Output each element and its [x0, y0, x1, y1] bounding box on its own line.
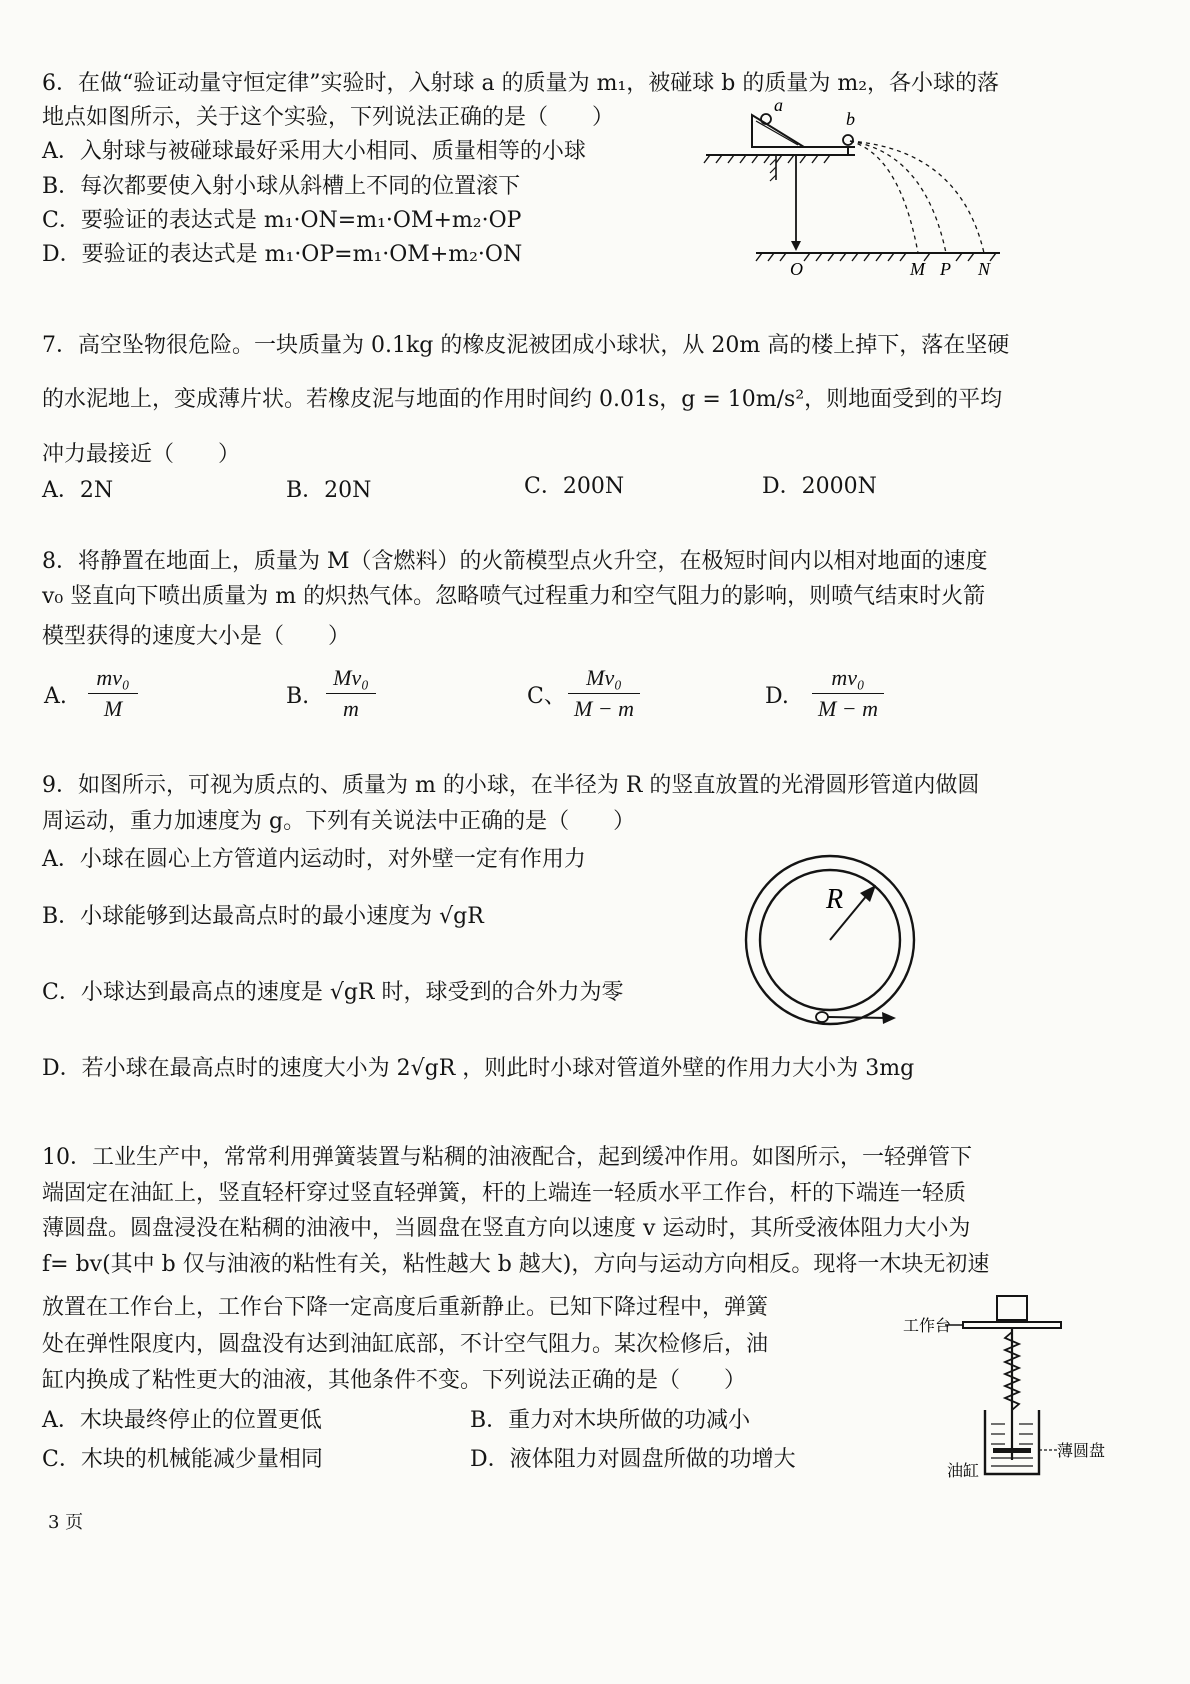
- q6-option-d: D．要验证的表达式是 m₁·OP=m₁·OM+m₂·ON: [42, 242, 523, 267]
- q10-stem-line5: 放置在工作台上，工作台下降一定高度后重新静止。已知下降过程中，弹簧: [42, 1295, 769, 1320]
- cylinder-label: 油缸: [947, 1463, 980, 1480]
- point-m-label: M: [910, 259, 925, 279]
- q7-stem-line1: 7．高空坠物很危险。一块质量为 0.1kg 的橡皮泥被团成小球状，从 20m 高的楼上掉下，落在坚硬: [42, 333, 1010, 358]
- q10-stem-line6: 处在弹性限度内，圆盘没有达到油缸底部，不计空气阻力。某次检修后，油: [42, 1332, 769, 1357]
- q8-option-c-denominator: M − m: [573, 696, 635, 721]
- q8-option-c-fraction: [568, 664, 640, 723]
- q8-option-c-numerator: Mv₀: [586, 665, 622, 690]
- q9-option-d: D．若小球在最高点时的速度大小为 2√gR ，则此时小球对管道外壁的作用力大小为 3mg: [42, 1056, 915, 1081]
- q10-option-b: B．重力对木块所做的功减小: [470, 1408, 751, 1433]
- ball-a-label: a: [774, 95, 783, 115]
- radius-label: R: [826, 884, 844, 915]
- work-platform: [963, 1322, 1061, 1328]
- q9-option-c: C．小球达到最高点的速度是 √gR 时，球受到的合外力为零: [42, 980, 624, 1005]
- q8-option-d-denominator: M − m: [817, 696, 879, 721]
- q7-stem-line2: 的水泥地上，变成薄片状。若橡皮泥与地面的作用时间约 0.01s，g = 10m/s²，则地面受到的平均: [42, 387, 1003, 412]
- q8-option-a-label: A.: [44, 684, 67, 709]
- q7-option-b: B．20N: [286, 478, 372, 503]
- q9-stem-line2: 周运动，重力加速度为 g。下列有关说法中正确的是（ ）: [42, 809, 636, 834]
- q10-option-d: D．液体阻力对圆盘所做的功增大: [470, 1447, 796, 1472]
- q7-option-a: A．2N: [42, 478, 114, 503]
- ball: [816, 1012, 828, 1022]
- platform-label: 工作台: [903, 1318, 952, 1335]
- q9-option-b: B．小球能够到达最高点时的最小速度为 √gR: [42, 904, 484, 929]
- q8-option-d-label: D.: [765, 684, 789, 709]
- q9-circular-tube-diagram: [740, 852, 930, 1032]
- q10-stem-line4: f= bv(其中 b 仅与油液的粘性有关，粘性越大 b 越大)，方向与运动方向相反。现将一木块无初速: [42, 1252, 990, 1277]
- q8-option-a-fraction: [88, 664, 138, 723]
- q6-stem-line2: 地点如图所示，关于这个实验，下列说法正确的是（ ）: [42, 105, 615, 130]
- q8-stem-line3: 模型获得的速度大小是（ ）: [42, 624, 351, 649]
- q10-option-a: A．木块最终停止的位置更低: [42, 1408, 322, 1433]
- ball-b-label: b: [846, 109, 855, 129]
- q8-stem-line1: 8．将静置在地面上，质量为 M（含燃料）的火箭模型点火升空，在极短时间内以相对地面的速度: [42, 549, 988, 574]
- q8-option-b-numerator: Mv₀: [333, 665, 369, 690]
- page-number: 3 页: [48, 1512, 84, 1533]
- q7-option-c: C．200N: [524, 474, 625, 499]
- q8-option-c-label: C、: [527, 684, 566, 709]
- q8-option-d-numerator: mv₀: [831, 665, 865, 690]
- thin-disk: [993, 1448, 1031, 1453]
- q10-stem-line1: 10．工业生产中，常常利用弹簧装置与粘稠的油液配合，起到缓冲作用。如图所示，一轻弹管下: [42, 1145, 972, 1170]
- q10-stem-line2: 端固定在油缸上，竖直轻杆穿过竖直轻弹簧，杆的上端连一轻质水平工作台，杆的下端连一轻质: [42, 1181, 967, 1206]
- point-n-label: N: [978, 259, 991, 279]
- q10-stem-line3: 薄圆盘。圆盘浸没在粘稠的油液中，当圆盘在竖直方向以速度 v 运动时，其所受液体阻力大小为: [42, 1216, 971, 1241]
- q7-stem-line3: 冲力最接近（ ）: [42, 442, 241, 467]
- q9-option-a: A．小球在圆心上方管道内运动时，对外壁一定有作用力: [42, 847, 586, 872]
- wood-block: [997, 1296, 1027, 1320]
- q8-option-a-denominator: M: [103, 696, 123, 721]
- q6-option-b: B．每次都要使入射小球从斜槽上不同的位置滚下: [42, 174, 521, 199]
- q10-option-c: C．木块的机械能减少量相同: [42, 1447, 323, 1472]
- q8-option-b-fraction: [326, 664, 376, 723]
- q6-option-a: A．入射球与被碰球最好采用大小相同、质量相等的小球: [42, 139, 586, 164]
- q10-stem-line7: 缸内换成了粘性更大的油液，其他条件不变。下列说法正确的是（ ）: [42, 1368, 747, 1393]
- q8-stem-line2: v₀ 竖直向下喷出质量为 m 的炽热气体。忽略喷气过程重力和空气阻力的影响，则喷气结束时火箭: [42, 584, 986, 609]
- q8-option-b-label: B.: [286, 684, 310, 709]
- ball-b: [843, 135, 853, 145]
- q6-collision-diagram: [700, 95, 1040, 295]
- point-o-label: O: [790, 259, 803, 279]
- q9-stem-line1: 9．如图所示，可视为质点的、质量为 m 的小球，在半径为 R 的竖直放置的光滑圆形管道内做圆: [42, 773, 980, 798]
- q6-option-c: C．要验证的表达式是 m₁·ON=m₁·OM+m₂·OP: [42, 208, 522, 233]
- q6-stem-line1: 6．在做“验证动量守恒定律”实验时，入射球 a 的质量为 m₁，被碰球 b 的质量为 m₂，各小球的落: [42, 71, 1000, 96]
- disk-label: 薄圆盘: [1057, 1443, 1106, 1460]
- q8-option-a-numerator: mv₀: [96, 665, 130, 690]
- q7-option-d: D．2000N: [762, 474, 877, 499]
- q8-option-b-denominator: m: [343, 696, 359, 721]
- q10-buffer-device-diagram: [895, 1290, 1115, 1490]
- point-p-label: P: [940, 259, 951, 279]
- q8-option-d-fraction: [812, 664, 884, 723]
